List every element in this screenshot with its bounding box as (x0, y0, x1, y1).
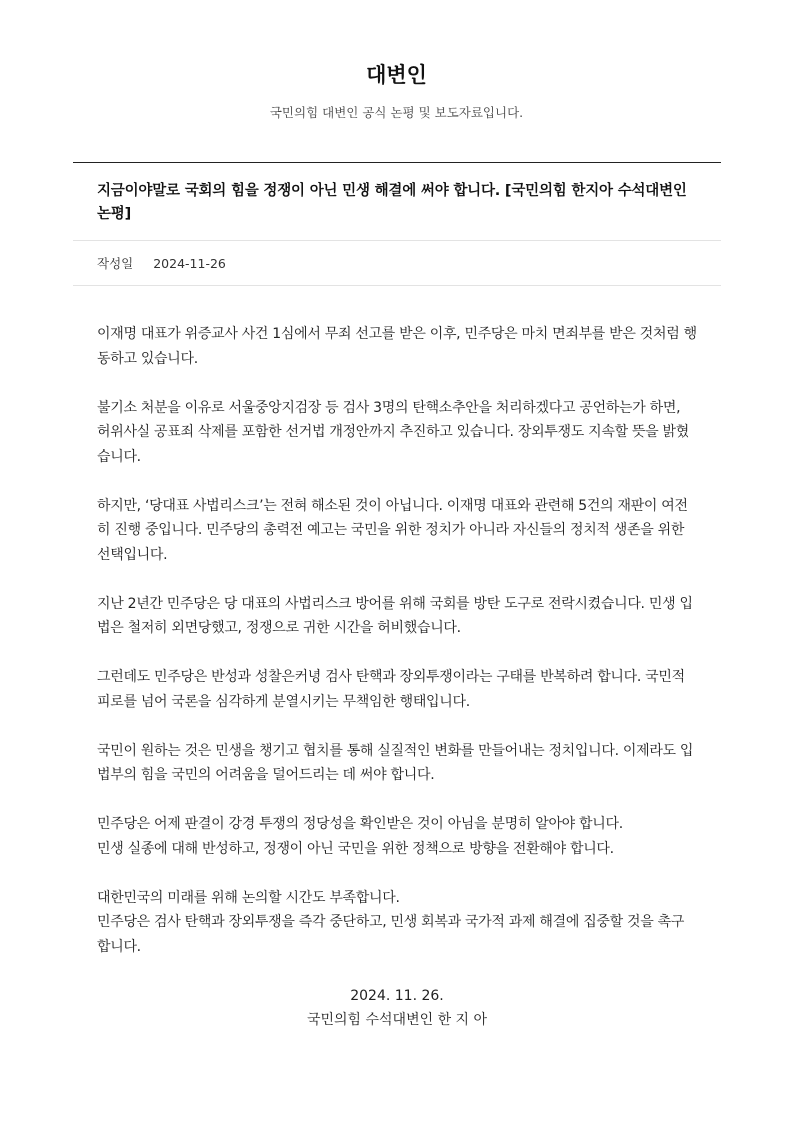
signature-name: 국민의힘 수석대변인 한 지 아 (306, 1012, 488, 1028)
paragraph: 민주당은 어제 판결이 강경 투쟁의 정당성을 확인받은 것이 아님을 분명히 알아야 합니다. 민생 실종에 대해 반성하고, 정쟁이 아닌 국민을 위한 정책으로 방향을 전환해야 합니다. (97, 816, 623, 857)
page-subtitle: 국민의힘 대변인 공식 논평 및 보도자료입니다. (269, 105, 524, 120)
paragraph: 하지만, ‘당대표 사법리스크’는 전혀 해소된 것이 아닙니다. 이재명 대표와 관련해 5건의 재판이 여전히 진행 중입니다. 민주당의 총력전 예고는 국민을 위한 정치가 아니라 자신들의 정치적 생존을 위한 선택입니다. (97, 497, 688, 563)
paragraph: 국민이 원하는 것은 민생을 챙기고 협치를 통해 실질적인 변화를 만들어내는 정치입니다. 이제라도 입법부의 힘을 국민의 어려움을 덜어드리는 데 써야 합니다. (97, 742, 694, 783)
page-header (0, 60, 793, 122)
paragraph: 그런데도 민주당은 반성과 성찰은커녕 검사 탄핵과 장외투쟁이라는 구태를 반복하려 합니다. 국민적 피로를 넘어 국론을 심각하게 분열시키는 무책임한 행태입니다. (97, 669, 685, 710)
article-meta (73, 241, 721, 285)
paragraph: 이재명 대표가 위증교사 사건 1심에서 무죄 선고를 받은 이후, 민주당은 마치 면죄부를 받은 것처럼 행동하고 있습니다. (97, 326, 697, 367)
signature-block (97, 984, 697, 1033)
article (73, 162, 721, 1033)
paragraph: 대한민국의 미래를 위해 논의할 시간도 부족합니다. 민주당은 검사 탄핵과 장외투쟁을 즉각 중단하고, 민생 회복과 국가적 과제 해결에 집중할 것을 촉구합니다. (97, 889, 685, 955)
paragraph: 불기소 처분을 이유로 서울중앙지검장 등 검사 3명의 탄핵소추안을 처리하겠다고 공언하는가 하면, 허위사실 공표죄 삭제를 포함한 선거법 개정안까지 추진하고 있습니다. 장외투쟁도 지속할 뜻을 밝혔습니다. (97, 399, 689, 465)
article-title: 지금이야말로 국회의 힘을 정쟁이 아닌 민생 해결에 써야 합니다. [국민의힘 한지아 수석대변인 논평] (97, 183, 687, 222)
paragraph: 지난 2년간 민주당은 당 대표의 사법리스크 방어를 위해 국회를 방탄 도구로 전락시켰습니다. 민생 입법은 철저히 외면당했고, 정쟁으로 귀한 시간을 허비했습니다. (97, 595, 693, 636)
article-date: 2024-11-26 (153, 256, 226, 271)
signature-date: 2024. 11. 26. (350, 987, 444, 1004)
date-label: 작성일 (97, 256, 134, 271)
page-title: 대변인 (366, 63, 427, 87)
article-body (73, 286, 721, 1033)
